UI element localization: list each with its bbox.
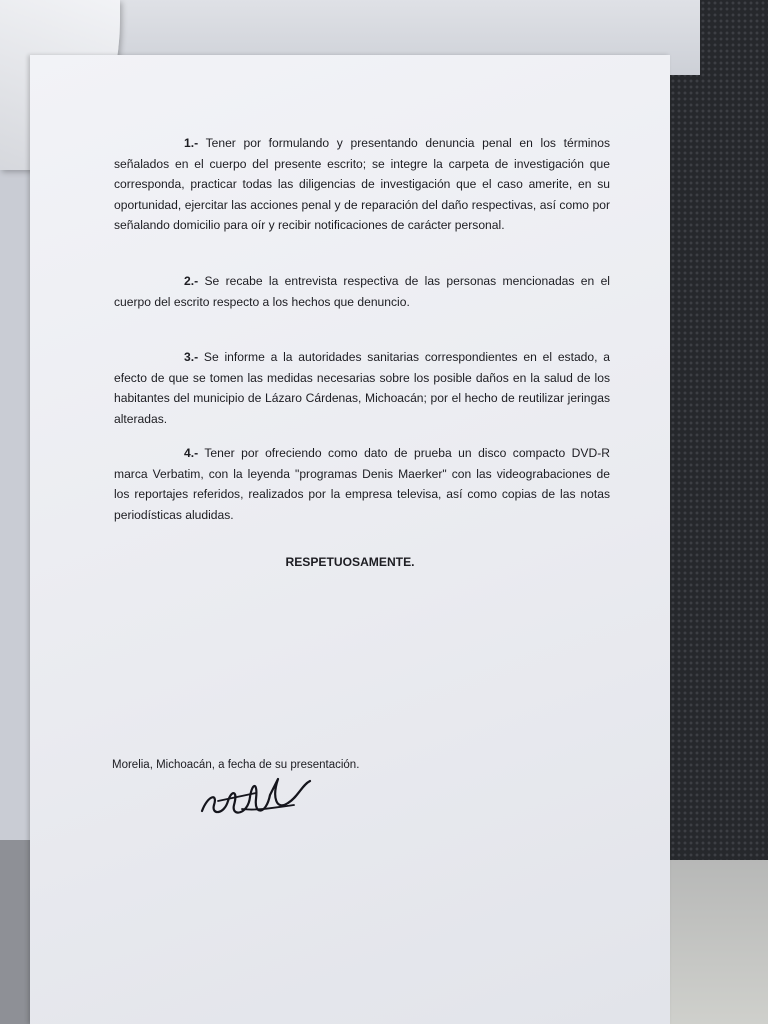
item-text: Se recabe la entrevista respectiva de las personas mencionadas en el cuerpo del escrito respecto a los hechos que denuncio. — [114, 274, 610, 309]
item-number: 2.- — [184, 274, 199, 288]
document-page — [30, 55, 670, 1024]
handwritten-signature — [198, 775, 318, 823]
item-text: Tener por formulando y presentando denuncia penal en los términos señalados en el cuerpo del presente escrito; se integre la carpeta de investigación que corresponda, practicar todas las diligencias de investigación que el caso amerite, en su oportunidad, ejercitar las acciones penal y de reparación del daño respectivas, así como por señalando domicilio para oír y recibir notificaciones de carácter personal. — [114, 136, 610, 232]
item-number: 4.- — [184, 446, 199, 460]
petition-item-3 — [114, 347, 610, 429]
place-and-date: Morelia, Michoacán, a fecha de su presentación. — [112, 759, 360, 771]
petition-item-4 — [114, 443, 610, 525]
petition-item-2 — [114, 271, 610, 312]
item-text: Tener por ofreciendo como dato de prueba un disco compacto DVD-R marca Verbatim, con la leyenda "programas Denis Maerker" con las videograbaciones de los reportajes referidos, realizados por la empresa televisa, así como copias de las notas periodísticas aludidas. — [114, 446, 610, 522]
item-text: Se informe a la autoridades sanitarias correspondientes en el estado, a efecto de que se tomen las medidas necesarias sobre los posible daños en la salud de los habitantes del municipio de Lázaro Cárdenas, Michoacán; por el hecho de reutilizar jeringas alteradas. — [114, 350, 610, 426]
item-number: 3.- — [184, 350, 199, 364]
petition-item-1 — [114, 133, 610, 236]
item-number: 1.- — [184, 136, 199, 150]
closing-salutation: RESPETUOSAMENTE. — [285, 555, 415, 569]
